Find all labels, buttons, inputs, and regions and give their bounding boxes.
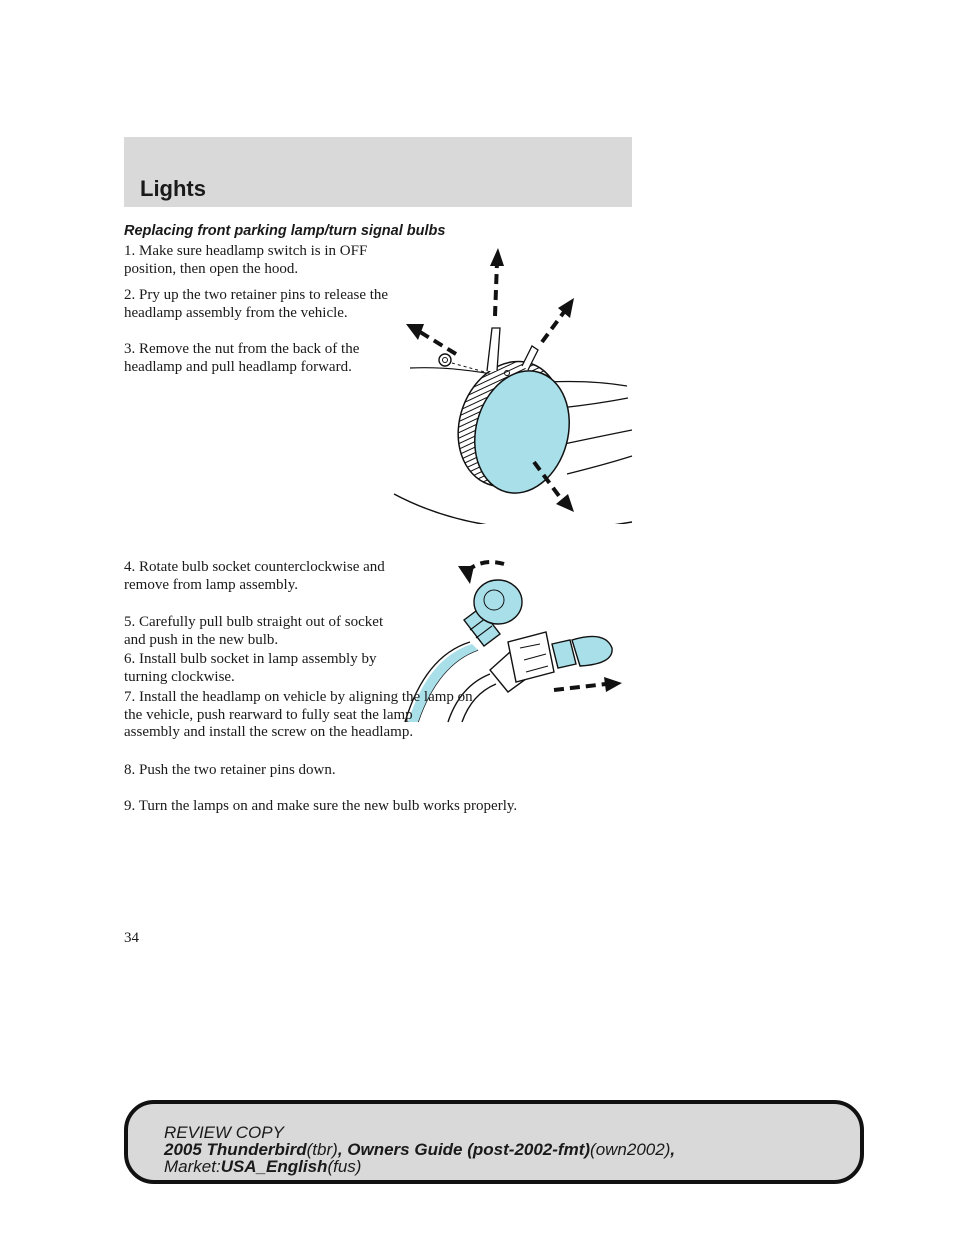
- market-label: Market:: [164, 1157, 221, 1176]
- step-8: 8. Push the two retainer pins down.: [124, 762, 336, 778]
- step-7: [124, 689, 474, 742]
- vehicle-code: (tbr): [306, 1140, 338, 1159]
- vehicle-name: 2005 Thunderbird: [164, 1140, 307, 1159]
- section-title: Lights: [140, 176, 206, 201]
- step-5: 5. Carefully pull bulb straight out of socket and push in the new bulb.: [124, 614, 384, 648]
- step-2: 2. Pry up the two retainer pins to release the headlamp assembly from the vehicle.: [124, 287, 389, 321]
- review-copy-text: [164, 1124, 675, 1175]
- page-number: 34: [124, 930, 139, 946]
- step-1: 1. Make sure headlamp switch is in OFF position, then open the hood.: [124, 243, 368, 277]
- step-4: 4. Rotate bulb socket counterclockwise and remove from lamp assembly.: [124, 559, 385, 593]
- separator-2: ,: [670, 1140, 676, 1159]
- step-6: 6. Install bulb socket in lamp assembly by turning clockwise.: [124, 651, 377, 685]
- guide-code: (own2002): [590, 1140, 671, 1159]
- headlamp-removal-illustration: [392, 246, 637, 524]
- procedure-heading: Replacing front parking lamp/turn signal bulbs: [124, 223, 446, 239]
- market-name: USA_English: [220, 1157, 328, 1176]
- step-3: 3. Remove the nut from the back of the headlamp and pull headlamp forward.: [124, 341, 360, 375]
- guide-name: Owners Guide (post-2002-fmt): [347, 1140, 591, 1159]
- step-7-text: 7. Install the headlamp on vehicle by aligning the lamp on the vehicle, push rearward to fully seat the lamp: [124, 689, 473, 723]
- step-7-continuation: assembly and install the screw on the headlamp.: [124, 724, 414, 740]
- market-code: (fus): [327, 1157, 362, 1176]
- step-9: 9. Turn the lamps on and make sure the new bulb works properly.: [124, 798, 518, 814]
- review-label: REVIEW COPY: [164, 1123, 284, 1142]
- separator-1: ,: [337, 1140, 348, 1159]
